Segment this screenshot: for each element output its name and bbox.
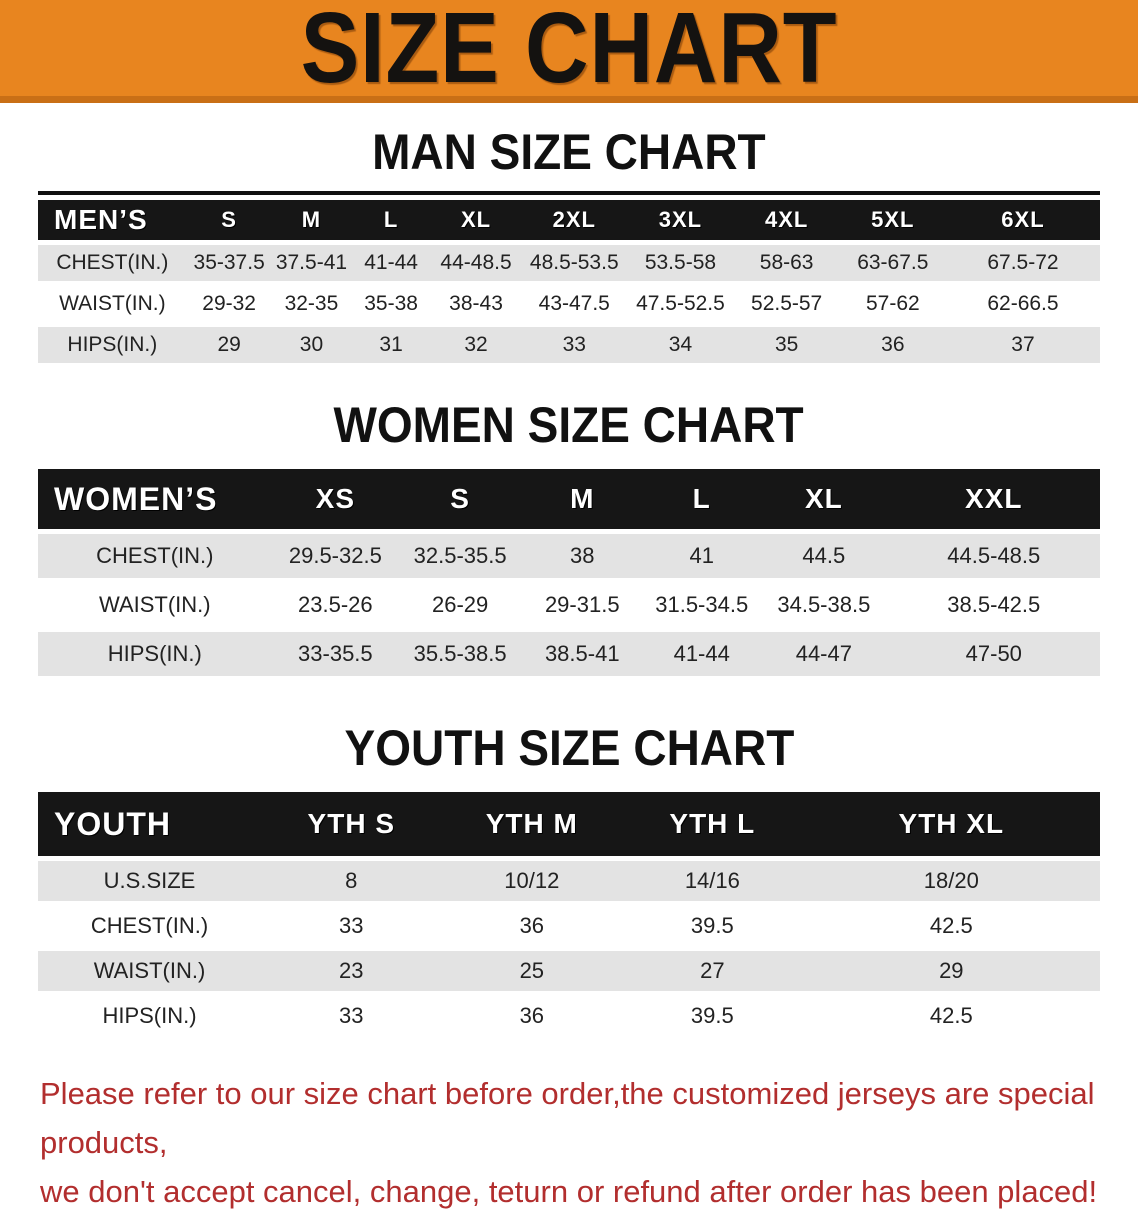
row-label: CHEST(IN.) <box>38 245 187 281</box>
footer-notice-line2: we don't accept cancel, change, teturn or refund after order has been placed! <box>40 1174 1098 1209</box>
women-size-table <box>38 464 1100 681</box>
table-cell: 31 <box>351 327 431 363</box>
footer-notice <box>40 1069 1098 1216</box>
banner <box>0 0 1138 103</box>
table-cell: 36 <box>442 906 623 946</box>
table-cell: 34 <box>627 327 733 363</box>
row-label: U.S.SIZE <box>38 861 261 901</box>
table-cell: 63-67.5 <box>840 245 946 281</box>
table-cell: 41 <box>643 534 760 578</box>
women-section <box>0 398 1138 681</box>
table-cell: 33 <box>521 327 627 363</box>
table-cell: 41-44 <box>643 632 760 676</box>
table-cell: 29-31.5 <box>521 583 643 627</box>
table-cell: 32.5-35.5 <box>399 534 521 578</box>
youth-table-wrap <box>38 787 1100 1041</box>
table-cell: 38.5-41 <box>521 632 643 676</box>
table-cell: 10/12 <box>442 861 623 901</box>
table-row <box>38 996 1100 1036</box>
table-header-row <box>38 200 1100 240</box>
table-cell: 27 <box>622 951 803 991</box>
table-cell: 38 <box>521 534 643 578</box>
column-header: 4XL <box>734 200 840 240</box>
table-header-label: WOMEN’S <box>38 469 272 529</box>
table-row <box>38 286 1100 322</box>
table-cell: 38-43 <box>431 286 521 322</box>
men-section <box>0 125 1138 368</box>
table-header-label: MEN’S <box>38 200 187 240</box>
table-cell: 57-62 <box>840 286 946 322</box>
table-row <box>38 327 1100 363</box>
table-cell: 58-63 <box>734 245 840 281</box>
table-cell: 44.5 <box>760 534 887 578</box>
table-header-label: YOUTH <box>38 792 261 856</box>
table-cell: 53.5-58 <box>627 245 733 281</box>
table-cell: 42.5 <box>803 996 1100 1036</box>
table-cell: 36 <box>840 327 946 363</box>
table-cell: 18/20 <box>803 861 1100 901</box>
table-cell: 44.5-48.5 <box>888 534 1100 578</box>
banner-title: SIZE CHART <box>300 0 838 104</box>
table-cell: 35-38 <box>351 286 431 322</box>
table-cell: 33-35.5 <box>272 632 399 676</box>
table-cell: 32 <box>431 327 521 363</box>
youth-section-heading: YOUTH SIZE CHART <box>344 720 794 776</box>
row-label: CHEST(IN.) <box>38 534 272 578</box>
table-cell: 37.5-41 <box>272 245 352 281</box>
table-cell: 31.5-34.5 <box>643 583 760 627</box>
table-cell: 33 <box>261 996 442 1036</box>
table-cell: 35-37.5 <box>187 245 272 281</box>
women-section-heading: WOMEN SIZE CHART <box>333 397 805 453</box>
table-cell: 26-29 <box>399 583 521 627</box>
table-cell: 35.5-38.5 <box>399 632 521 676</box>
table-header-row <box>38 469 1100 529</box>
row-label: WAIST(IN.) <box>38 286 187 322</box>
table-row <box>38 245 1100 281</box>
column-header: L <box>351 200 431 240</box>
table-cell: 44-48.5 <box>431 245 521 281</box>
row-label: HIPS(IN.) <box>38 996 261 1036</box>
column-header: XL <box>431 200 521 240</box>
men-section-heading: MAN SIZE CHART <box>372 124 766 180</box>
column-header: XL <box>760 469 887 529</box>
table-cell: 29-32 <box>187 286 272 322</box>
table-cell: 39.5 <box>622 996 803 1036</box>
column-header: YTH XL <box>803 792 1100 856</box>
column-header: S <box>187 200 272 240</box>
column-header: XS <box>272 469 399 529</box>
table-header-row <box>38 792 1100 856</box>
table-cell: 32-35 <box>272 286 352 322</box>
column-header: S <box>399 469 521 529</box>
youth-size-table <box>38 787 1100 1041</box>
row-label: HIPS(IN.) <box>38 632 272 676</box>
table-cell: 41-44 <box>351 245 431 281</box>
men-table-wrap <box>38 191 1100 368</box>
table-cell: 52.5-57 <box>734 286 840 322</box>
table-cell: 38.5-42.5 <box>888 583 1100 627</box>
table-cell: 62-66.5 <box>946 286 1100 322</box>
column-header: 6XL <box>946 200 1100 240</box>
column-header: YTH L <box>622 792 803 856</box>
women-table-wrap <box>38 464 1100 681</box>
table-cell: 23 <box>261 951 442 991</box>
row-label: HIPS(IN.) <box>38 327 187 363</box>
table-row <box>38 583 1100 627</box>
table-cell: 42.5 <box>803 906 1100 946</box>
table-cell: 25 <box>442 951 623 991</box>
table-cell: 48.5-53.5 <box>521 245 627 281</box>
column-header: L <box>643 469 760 529</box>
column-header: 2XL <box>521 200 627 240</box>
table-row <box>38 534 1100 578</box>
table-cell: 8 <box>261 861 442 901</box>
table-cell: 30 <box>272 327 352 363</box>
table-cell: 29.5-32.5 <box>272 534 399 578</box>
table-cell: 36 <box>442 996 623 1036</box>
table-cell: 33 <box>261 906 442 946</box>
footer-notice-line1: Please refer to our size chart before order,the customized jerseys are special products, <box>40 1076 1095 1160</box>
table-cell: 44-47 <box>760 632 887 676</box>
column-header: 5XL <box>840 200 946 240</box>
column-header: 3XL <box>627 200 733 240</box>
column-header: M <box>521 469 643 529</box>
row-label: WAIST(IN.) <box>38 951 261 991</box>
table-cell: 39.5 <box>622 906 803 946</box>
column-header: YTH M <box>442 792 623 856</box>
column-header: M <box>272 200 352 240</box>
table-cell: 29 <box>187 327 272 363</box>
table-cell: 37 <box>946 327 1100 363</box>
men-size-table <box>38 195 1100 368</box>
table-cell: 67.5-72 <box>946 245 1100 281</box>
table-cell: 23.5-26 <box>272 583 399 627</box>
table-cell: 34.5-38.5 <box>760 583 887 627</box>
table-row <box>38 906 1100 946</box>
table-row <box>38 951 1100 991</box>
column-header: XXL <box>888 469 1100 529</box>
table-cell: 29 <box>803 951 1100 991</box>
row-label: WAIST(IN.) <box>38 583 272 627</box>
table-row <box>38 632 1100 676</box>
table-cell: 43-47.5 <box>521 286 627 322</box>
table-cell: 47.5-52.5 <box>627 286 733 322</box>
table-row <box>38 861 1100 901</box>
table-cell: 47-50 <box>888 632 1100 676</box>
table-cell: 35 <box>734 327 840 363</box>
table-cell: 14/16 <box>622 861 803 901</box>
row-label: CHEST(IN.) <box>38 906 261 946</box>
youth-section <box>0 721 1138 1041</box>
column-header: YTH S <box>261 792 442 856</box>
